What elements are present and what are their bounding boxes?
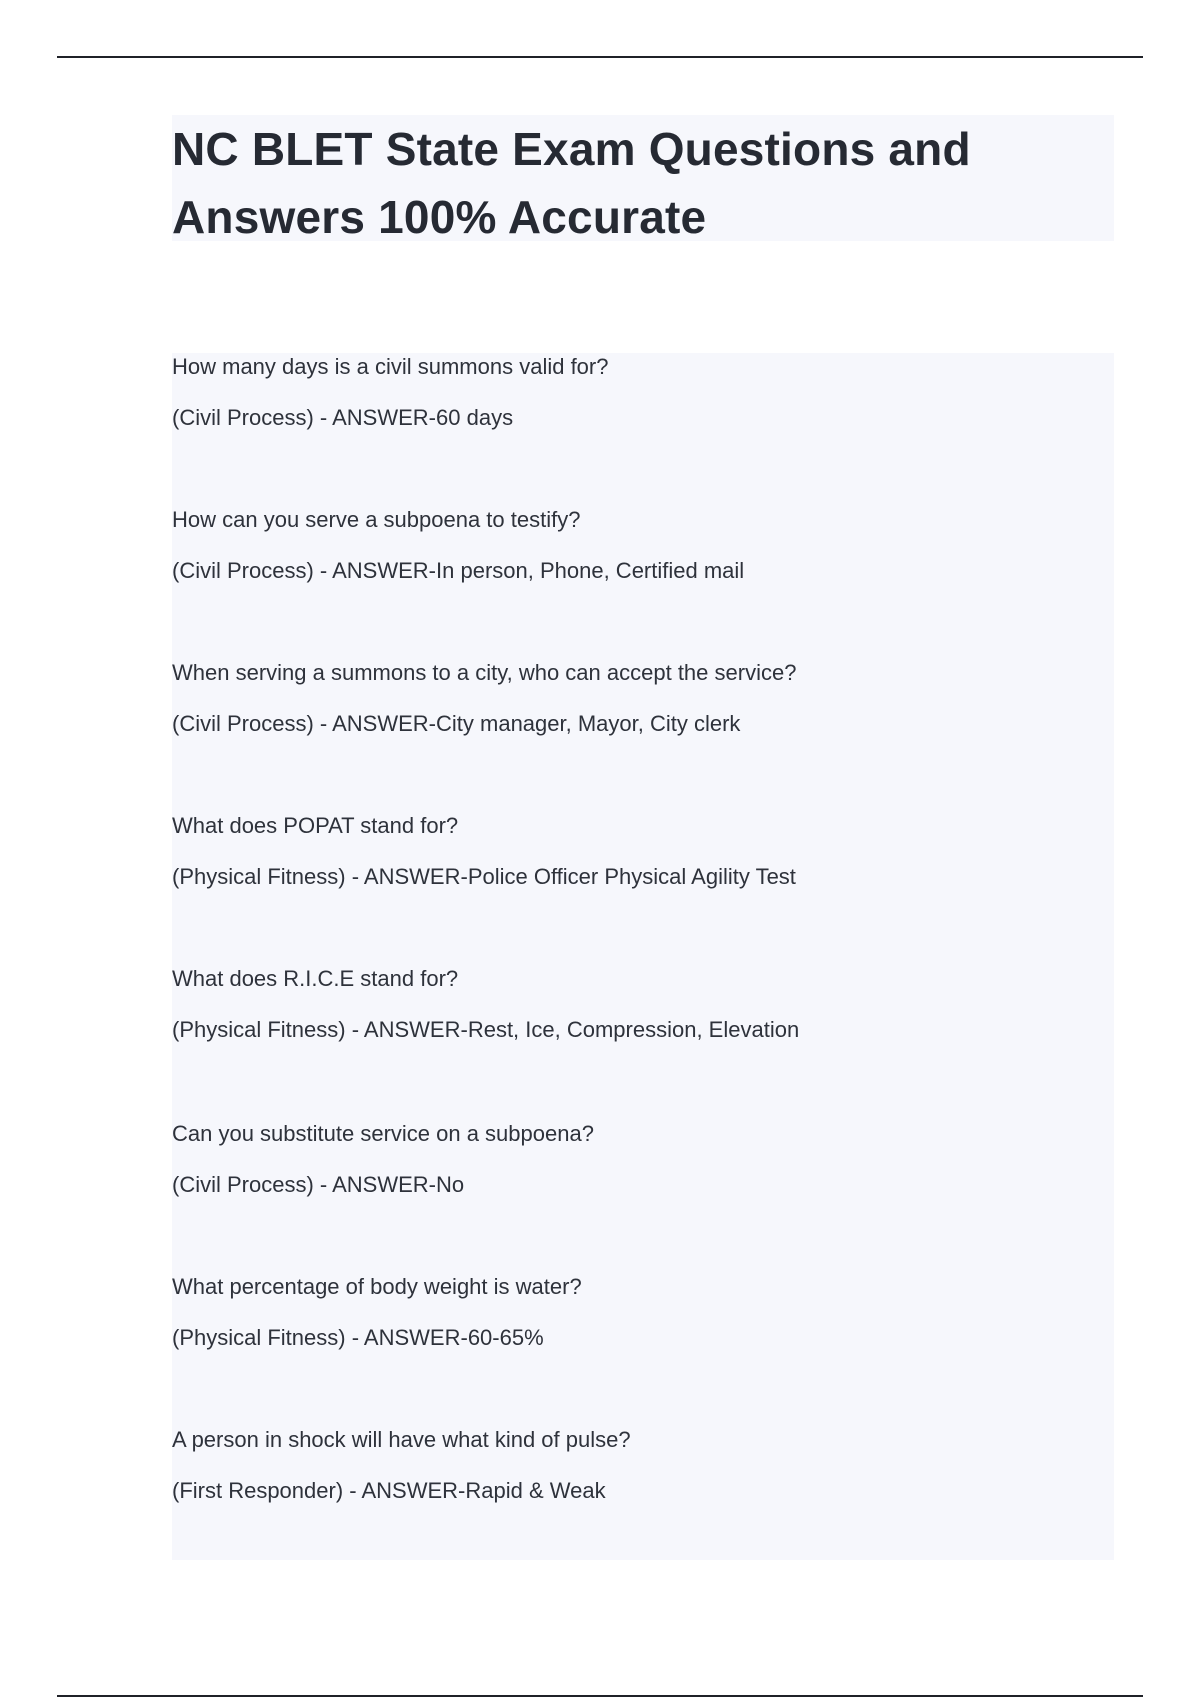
answer-text: (First Responder) - ANSWER-Rapid & Weak xyxy=(172,1478,606,1503)
answer-text: (Civil Process) - ANSWER-City manager, Mayor, City clerk xyxy=(172,711,741,736)
question-text: A person in shock will have what kind of pulse? xyxy=(172,1427,631,1452)
answer-text: (Physical Fitness) - ANSWER-60-65% xyxy=(172,1325,544,1350)
document-title xyxy=(172,115,1114,251)
question-text: How can you serve a subpoena to testify? xyxy=(172,507,581,532)
title-block xyxy=(172,115,1114,241)
question-text: When serving a summons to a city, who can accept the service? xyxy=(172,660,797,685)
question-text: How many days is a civil summons valid for? xyxy=(172,354,609,379)
title-line-1: NC BLET State Exam Questions and xyxy=(172,123,971,175)
title-line-2: Answers 100% Accurate xyxy=(172,191,707,243)
top-rule xyxy=(57,56,1143,58)
question-text: Can you substitute service on a subpoena? xyxy=(172,1121,594,1146)
bottom-rule xyxy=(57,1695,1143,1697)
answer-text: (Civil Process) - ANSWER-In person, Phone, Certified mail xyxy=(172,558,745,583)
answer-text: (Civil Process) - ANSWER-No xyxy=(172,1172,465,1197)
qa-list xyxy=(172,353,1114,1560)
question-text: What percentage of body weight is water? xyxy=(172,1274,582,1299)
answer-text: (Physical Fitness) - ANSWER-Rest, Ice, Compression, Elevation xyxy=(172,1017,800,1042)
answer-text: (Physical Fitness) - ANSWER-Police Officer Physical Agility Test xyxy=(172,864,796,889)
answer-text: (Civil Process) - ANSWER-60 days xyxy=(172,405,514,430)
question-text: What does POPAT stand for? xyxy=(172,813,459,838)
question-text: What does R.I.C.E stand for? xyxy=(172,966,459,991)
